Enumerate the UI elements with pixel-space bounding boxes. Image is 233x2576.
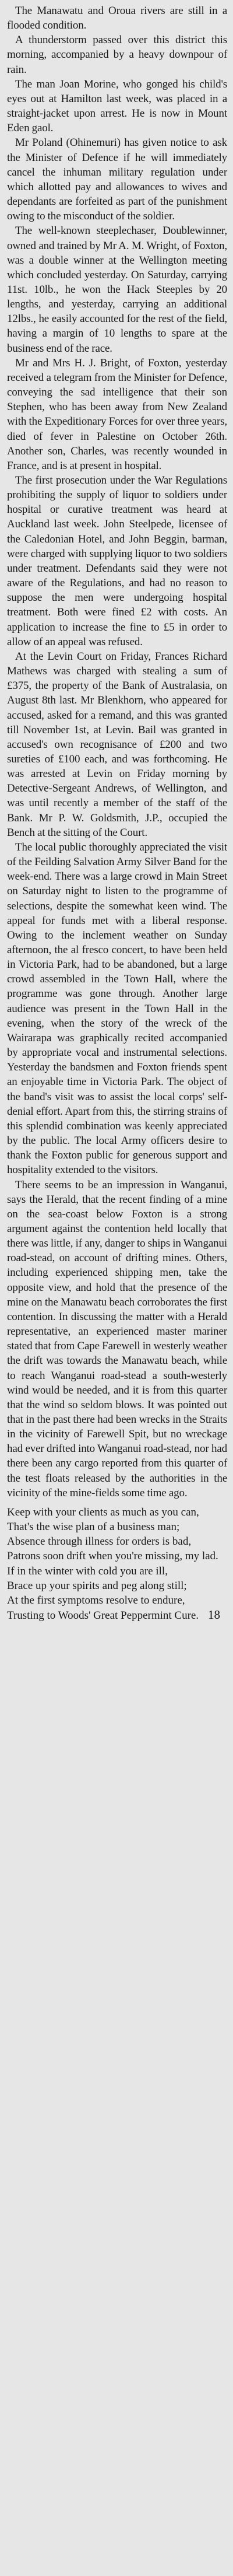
advert-footer [7, 1608, 227, 1623]
news-paragraph-7: The first prosecution under the War Regulations prohibiting the supply of liquor to soldiers under hospital or curative treatment was heard at Auckland last week. John Steelpede, licensee of the Caledonian Hotel, and John Beggin, barman, were charged with supplying liquor to two soldiers under treatment. Defendants said they were not aware of the Regulations, and had no reason to suppose the men were undergoing hospital treatment. Both were fined £2 with costs. An application to increase the fine to £5 in order to allow of an appeal was refused. [7, 474, 227, 648]
news-paragraph-3: The man Joan Morine, who gonged his child's eyes out at Hamilton last week, was placed in a straight-jacket upon arrest. He is now in Mount Eden gaol. [7, 78, 227, 135]
news-paragraph-6: Mr and Mrs H. J. Bright, of Foxton, yesterday received a telegram from the Minister for Defence, conveying the sad intelligence that their son Stephen, who has been away from New Zealand with the Expeditionary Forces for over three years, died of fever in Palestine on October 26th. Another son, Charles, was recently wounded in France, and is at present in hospital. [7, 356, 227, 472]
news-paragraph-2: A thunderstorm passed over this district this morning, accompanied by a heavy downpour of rain. [7, 34, 227, 76]
verse-line-4: Patrons soon drift when you're missing, my lad. [7, 1550, 218, 1563]
verse-line-7: At the first symptoms resolve to endure, [7, 1594, 185, 1606]
news-paragraph-10: There seems to be an impression in Wanganui, says the Herald, that the recent finding of a mine on the sea-coast below Foxton is a strong argument against the contention held locally that there was little, if any, danger to ships in Wanganui road-stead, on account of drifting mines. Others, including experienced shipping men, take the opposite view, and hold that the presence of the mine on the Manawatu beach corroborates the first contention. In discussing the matter with a Herald representative, an experienced master mariner stated that from Cape Farewell in westerly weather the drift was towards the Manawatu beach, while to reach Wanganui road-stead a south-westerly wind would be needed, and it is from this quarter that the wind so seldom blows. It was pointed out that in the past there had been wrecks in the Straits in the vicinity of Farewell Spit, but no wreckage had ever drifted into Wanganui road-stead, nor had there been any cargo reported from this quarter of the test floats released by the authorities in the vicinity of the mine-fields some time ago. [7, 1178, 227, 1499]
advert-number: 18 [208, 1608, 220, 1622]
news-paragraph-4: Mr Poland (Ohinemuri) has given notice to ask the Minister of Defence if he will immediately cancel the inhuman military regulation under which allotted pay and allowances to wives and dependants are forfeited as part of the punishment owing to the misconduct of the soldier. [7, 136, 227, 223]
news-paragraph-9: The local public thoroughly appreciated the visit of the Feilding Salvation Army Silver Band for the week-end. There was a large crowd in Main Street on Saturday night to listen to the programme of selections, despite the somewhat keen wind. The appeal for funds met with a liberal response. Owing to the inclement weather on Sunday afternoon, the al fresco concert, to have been held in Victoria Park, had to be abandoned, but a large crowd assembled in the Town Hall, where the programme was gone through. Another large audience was present in the Town Hall in the evening, when the story of the wreck of the Wairarapa was graphically recited accompanied by appropriate vocal and instrumental selections. Yesterday the bandsmen and Foxton friends spent an enjoyable time in Victoria Park. The object of the band's visit was to assist the local corps' self-denial effort. Apart from this, the stirring strains of this splendid combination was keenly appreciated by the public. The local Army officers desire to thank the Foxton public for generous support and hospitality extended to the visitors. [7, 841, 227, 1177]
verse-line-8: Trusting to Woods' Great Peppermint Cure. [7, 1609, 199, 1622]
article-column [7, 4, 227, 1623]
verse-line-6: Brace up your spirits and peg along still; [7, 1579, 187, 1592]
news-paragraph-8: At the Levin Court on Friday, Frances Richard Mathews was charged with stealing a sum of £375, the property of the Bank of Australasia, on August 8th last. Mr Blenkhorn, who appeared for accused, asked for a remand, and this was granted till November 1st, at Levin. Bail was granted in accused's own recognisance of £200 and two sureties of £100 each, and was forthcoming. He was arrested at Levin on Friday morning by Detective-Sergeant Andrews, of Wellington, and was until recently a member of the staff of the Bank. Mr P. W. Goldsmith, J.P., occupied the Bench at the sitting of the Court. [7, 650, 227, 839]
verse-line-2: That's the wise plan of a business man; [7, 1521, 180, 1534]
verse-line-1a: Keep with your clients as much as you can, [7, 1506, 199, 1518]
verse-line-3: Absence through illness for orders is bad, [7, 1535, 192, 1548]
advert-verse [7, 1505, 227, 1623]
news-paragraph-1: The Manawatu and Oroua rivers are still in a flooded condition. [7, 5, 227, 32]
verse-line-5: If in the winter with cold you are ill, [7, 1564, 168, 1577]
news-paragraph-5: The well-known steeplechaser, Doublewinner, owned and trained by Mr A. M. Wright, of Foxton, was a double winner at the Wellington meeting which concluded yesterday. On Saturday, carrying 11st. 10lb., he won the Hack Steeples by 20 lengths, and yesterday, carrying an additional 12lbs., he easily accounted for the rest of the field, having a margin of 10 lengths to spare at the business end of the race. [7, 225, 227, 355]
